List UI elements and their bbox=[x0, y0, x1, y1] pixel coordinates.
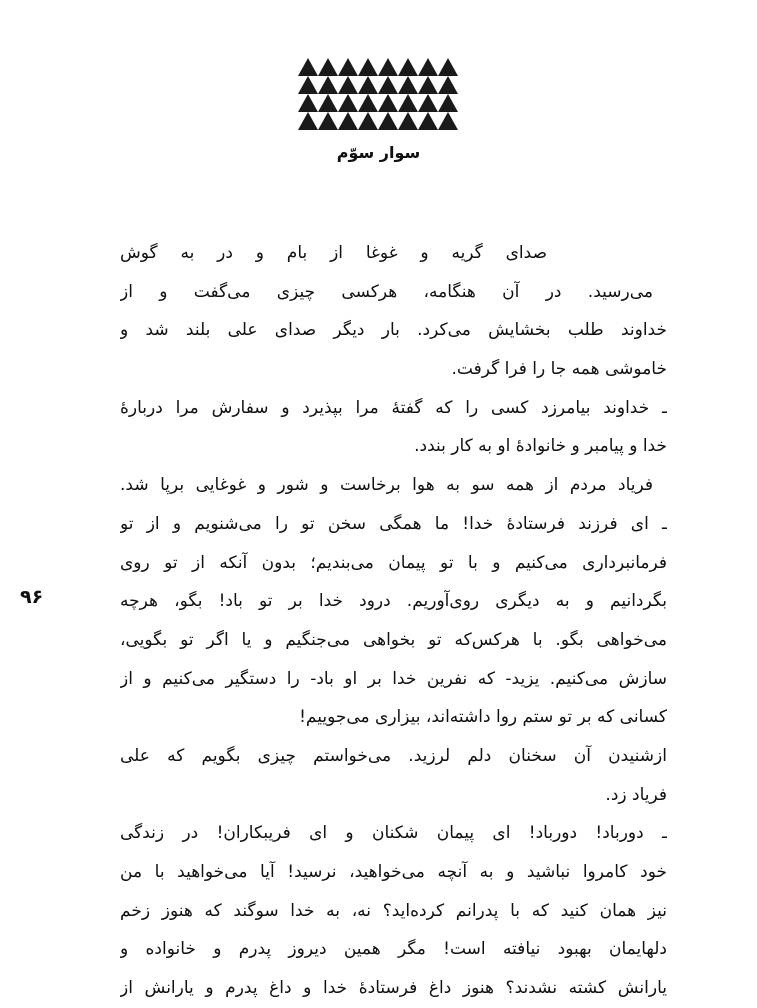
ornament-triangle bbox=[418, 58, 438, 76]
ornament-triangle bbox=[358, 94, 378, 112]
ornament-triangle bbox=[398, 94, 418, 112]
text-line: خاموشی همه جا را فرا گرفت. bbox=[451, 359, 667, 380]
ornament-triangle bbox=[318, 94, 338, 112]
ornament-triangle bbox=[378, 76, 398, 94]
text-line: ـ خداوند بیامرزد کسی را که گفتهٔ مرا بپذیرد و سفارش مرا دربارهٔ bbox=[120, 397, 667, 418]
ornament-triangle bbox=[398, 112, 418, 130]
text-line: می‌خواهی بگو. با هرکس‌که تو بخواهی می‌جنگیم و یا اگر تو بگویی، bbox=[120, 629, 667, 650]
ornament-triangle bbox=[398, 58, 418, 76]
ornament-triangle bbox=[438, 76, 458, 94]
ornament-triangle bbox=[438, 58, 458, 76]
ornament-triangle bbox=[398, 76, 418, 94]
ornament-triangle bbox=[358, 76, 378, 94]
ornament-triangle bbox=[418, 94, 438, 112]
ornament-triangle bbox=[338, 76, 358, 94]
ornament-triangle bbox=[318, 76, 338, 94]
ornament-triangle bbox=[338, 58, 358, 76]
page-number: ۹۶ bbox=[20, 586, 44, 608]
ornament-triangle bbox=[318, 112, 338, 130]
text-line: ازشنیدن آن سخنان دلم لرزید. می‌خواستم چیزی بگویم که علی bbox=[120, 745, 667, 766]
text-line: یارانش کشته نشدند؟ هنوز داغ فرستادهٔ خدا و داغ پدرم و یارانش از bbox=[120, 978, 667, 999]
text-line: فریاد مردم از همه سو به هوا برخاست و شور و غوغایی برپا شد. bbox=[120, 475, 653, 496]
text-line: سازش می‌کنیم. یزید- که نفرین خدا بر او باد- را دستگیر می‌کنیم و از bbox=[120, 668, 667, 689]
text-line: نیز همان کنید که با پدرانم کرده‌اید؟ نه، به خدا سوگند که هنوز زخم bbox=[120, 900, 667, 921]
ornament-triangle bbox=[438, 94, 458, 112]
text-line: ـ ای فرزند فرستادهٔ خدا! ما همگی سخن تو را می‌شنویم و از تو bbox=[120, 513, 667, 534]
ornament-triangle bbox=[438, 112, 458, 130]
text-line: فرمانبرداری می‌کنیم و با تو پیمان می‌بندیم؛ بدون آنکه از تو روی bbox=[120, 552, 667, 573]
text-line: دلهایمان بهبود نیافته است! مگر همین دیروز پدرم و خانواده و bbox=[120, 939, 667, 960]
text-line: بگردانیم و به دیگری روی‌آوریم. درود خدا بر تو باد! بگو، هرچه bbox=[120, 591, 667, 612]
text-line: کسانی که بر تو ستم روا داشته‌اند، بیزاری می‌جوییم! bbox=[299, 707, 667, 728]
ornament-triangle bbox=[418, 112, 438, 130]
text-line: صدای گریه و غوغا از بام و در به گوش bbox=[120, 243, 547, 263]
text-line: ـ دورباد! دورباد! ای پیمان شکنان و ای فریبکاران! در زندگی bbox=[120, 823, 667, 844]
ornament-triangle bbox=[318, 58, 338, 76]
ornament-triangle bbox=[378, 58, 398, 76]
text-line: خود کامروا نباشید و به آنچه می‌خواهید، نرسید! آیا می‌خواهید با من bbox=[120, 862, 667, 882]
triangle-ornament bbox=[298, 58, 458, 130]
ornament-triangle bbox=[378, 94, 398, 112]
ornament-triangle bbox=[298, 76, 318, 94]
ornament-triangle bbox=[358, 112, 378, 130]
text-line: فریاد زد. bbox=[605, 784, 667, 805]
ornament-triangle bbox=[338, 112, 358, 130]
ornament-triangle bbox=[338, 94, 358, 112]
ornament-triangle bbox=[418, 76, 438, 94]
ornament-triangle bbox=[298, 58, 318, 76]
ornament-triangle bbox=[298, 94, 318, 112]
ornament-triangle bbox=[378, 112, 398, 130]
text-line: خداوند طلب بخشایش می‌کرد. بار دیگر صدای علی بلند شد و bbox=[120, 320, 667, 341]
text-line: خدا و پیامبر و خانوادهٔ او به کار بندد. bbox=[414, 436, 667, 457]
text-line: می‌رسید. در آن هنگامه، هرکسی چیزی می‌گفت و از bbox=[120, 281, 653, 302]
ornament-triangle bbox=[358, 58, 378, 76]
chapter-title: سوار سوّم bbox=[336, 143, 421, 162]
body-text bbox=[120, 234, 667, 1008]
ornament-triangle bbox=[298, 112, 318, 130]
